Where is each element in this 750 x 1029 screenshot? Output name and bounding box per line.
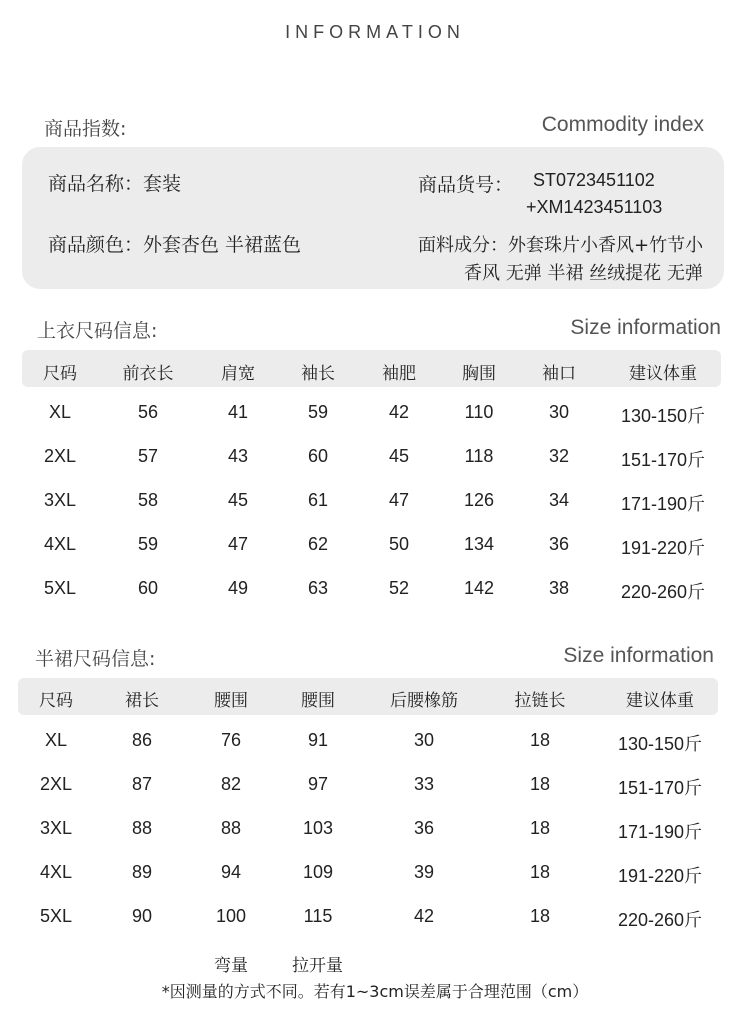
skirt-size-cell: 97 xyxy=(307,774,329,794)
item-no-label: 商品货号： xyxy=(418,174,514,196)
skirt-size-cell: 5XL xyxy=(39,906,73,926)
top-size-cell: 52 xyxy=(388,578,410,598)
skirt-size-cell: 82 xyxy=(220,774,242,794)
top-size-cell: 60 xyxy=(307,446,329,466)
top-size-cell: 191-220斤 xyxy=(620,538,706,558)
top-size-cell: 47 xyxy=(227,534,249,554)
top-size-cell: 3XL xyxy=(43,490,77,510)
skirt-size-cell: 18 xyxy=(529,862,551,882)
skirt-size-cell: 30 xyxy=(413,730,435,750)
top-size-cell: 43 xyxy=(227,446,249,466)
skirt-size-cell: 88 xyxy=(220,818,242,838)
top-size-cell: 59 xyxy=(307,402,329,422)
top-size-cell: 130-150斤 xyxy=(620,406,706,426)
top-size-cell: 2XL xyxy=(43,446,77,466)
skirt-size-cell: 33 xyxy=(413,774,435,794)
skirt-size-cell: 18 xyxy=(529,818,551,838)
top-size-cell: 32 xyxy=(548,446,570,466)
top-size-cell: 151-170斤 xyxy=(620,450,706,470)
top-size-label-en: Size information xyxy=(570,316,721,339)
skirt-size-cell: 220-260斤 xyxy=(617,910,703,930)
product-name: 商品名称：套装 xyxy=(48,173,182,195)
skirt-size-header-cell: 腰围 xyxy=(301,691,335,711)
skirt-size-cell: 42 xyxy=(413,906,435,926)
skirt-size-cell: 86 xyxy=(131,730,153,750)
skirt-size-cell: 4XL xyxy=(39,862,73,882)
skirt-size-cell: 39 xyxy=(413,862,435,882)
skirt-note-2: 拉开量 xyxy=(292,956,343,976)
commodity-label-en: Commodity index xyxy=(541,113,704,136)
skirt-note-1: 弯量 xyxy=(214,956,248,976)
skirt-size-cell: 191-220斤 xyxy=(617,866,703,886)
commodity-info-box xyxy=(22,147,724,289)
skirt-size-cell: 115 xyxy=(303,906,333,926)
top-size-cell: 59 xyxy=(137,534,159,554)
skirt-size-header-cell: 裙长 xyxy=(125,691,159,711)
skirt-size-cell: 18 xyxy=(529,906,551,926)
skirt-size-cell: 130-150斤 xyxy=(617,734,703,754)
skirt-size-cell: 18 xyxy=(529,774,551,794)
item-no-2: +XM1423451103 xyxy=(526,197,663,217)
top-size-header-cell: 前衣长 xyxy=(122,364,174,384)
top-size-header-cell: 袖肥 xyxy=(382,364,416,384)
commodity-label-cn: 商品指数: xyxy=(44,118,127,140)
top-size-cell: 41 xyxy=(227,402,249,422)
top-size-header-cell: 肩宽 xyxy=(221,364,255,384)
skirt-size-cell: 87 xyxy=(131,774,153,794)
skirt-size-cell: 171-190斤 xyxy=(617,822,703,842)
skirt-size-cell: 3XL xyxy=(39,818,73,838)
top-size-cell: 42 xyxy=(388,402,410,422)
fabric-line-2: 香风 无弹 半裙 丝绒提花 无弹 xyxy=(464,263,703,284)
top-size-cell: 58 xyxy=(137,490,159,510)
skirt-size-cell: 2XL xyxy=(39,774,73,794)
top-size-cell: 30 xyxy=(548,402,570,422)
skirt-size-cell: 89 xyxy=(131,862,153,882)
top-size-cell: 220-260斤 xyxy=(620,582,706,602)
product-color: 商品颜色：外套杏色 半裙蓝色 xyxy=(48,234,302,256)
skirt-size-cell: 100 xyxy=(215,906,247,926)
skirt-size-cell: 94 xyxy=(220,862,242,882)
fabric-line-1: 面料成分：外套珠片小香风+竹节小 xyxy=(418,235,704,256)
skirt-size-cell: 88 xyxy=(131,818,153,838)
skirt-size-header-cell: 建议体重 xyxy=(626,691,694,711)
top-size-cell: 63 xyxy=(307,578,329,598)
top-size-header-cell: 建议体重 xyxy=(629,364,697,384)
top-size-cell: 45 xyxy=(227,490,249,510)
top-size-header-cell: 胸围 xyxy=(462,364,496,384)
top-size-cell: 142 xyxy=(463,578,495,598)
page-title: INFORMATION xyxy=(285,22,465,42)
skirt-size-header-cell: 后腰橡筋 xyxy=(390,691,458,711)
skirt-size-cell: 103 xyxy=(302,818,334,838)
top-size-cell: 61 xyxy=(307,490,329,510)
item-no-1: ST0723451102 xyxy=(533,170,655,190)
top-size-header-cell: 尺码 xyxy=(43,364,77,384)
top-size-cell: 38 xyxy=(548,578,570,598)
top-size-cell: 60 xyxy=(137,578,159,598)
top-size-cell: 49 xyxy=(227,578,249,598)
top-size-label-cn: 上衣尺码信息: xyxy=(37,320,158,342)
skirt-size-header-cell: 拉链长 xyxy=(514,691,566,711)
top-size-cell: 118 xyxy=(464,446,494,466)
skirt-size-cell: 90 xyxy=(131,906,153,926)
top-size-cell: 36 xyxy=(548,534,570,554)
skirt-size-header-cell: 腰围 xyxy=(214,691,248,711)
skirt-size-cell: 91 xyxy=(307,730,329,750)
top-size-cell: 171-190斤 xyxy=(620,494,706,514)
skirt-size-cell: 151-170斤 xyxy=(617,778,703,798)
top-size-header-cell: 袖长 xyxy=(301,364,335,384)
skirt-size-cell: 36 xyxy=(413,818,435,838)
top-size-cell: 47 xyxy=(388,490,410,510)
skirt-size-table-header xyxy=(18,678,718,715)
footnote: *因测量的方式不同。若有1~3cm误差属于合理范围（cm） xyxy=(161,982,589,1001)
skirt-size-cell: 109 xyxy=(302,862,334,882)
top-size-cell: 62 xyxy=(307,534,329,554)
top-size-cell: 34 xyxy=(548,490,570,510)
top-size-cell: 57 xyxy=(137,446,159,466)
top-size-cell: 110 xyxy=(464,402,494,422)
skirt-size-label-en: Size information xyxy=(563,644,714,667)
top-size-cell: 134 xyxy=(463,534,495,554)
skirt-size-header-cell: 尺码 xyxy=(39,691,73,711)
top-size-header-cell: 袖口 xyxy=(542,364,576,384)
top-size-cell: 50 xyxy=(388,534,410,554)
skirt-size-cell: XL xyxy=(44,730,68,750)
top-size-cell: 4XL xyxy=(43,534,77,554)
top-size-cell: 126 xyxy=(463,490,495,510)
top-size-cell: 5XL xyxy=(43,578,77,598)
skirt-size-cell: 76 xyxy=(220,730,242,750)
skirt-size-cell: 18 xyxy=(529,730,551,750)
skirt-size-label-cn: 半裙尺码信息: xyxy=(35,648,156,670)
top-size-cell: 45 xyxy=(388,446,410,466)
top-size-cell: 56 xyxy=(137,402,159,422)
top-size-cell: XL xyxy=(48,402,72,422)
